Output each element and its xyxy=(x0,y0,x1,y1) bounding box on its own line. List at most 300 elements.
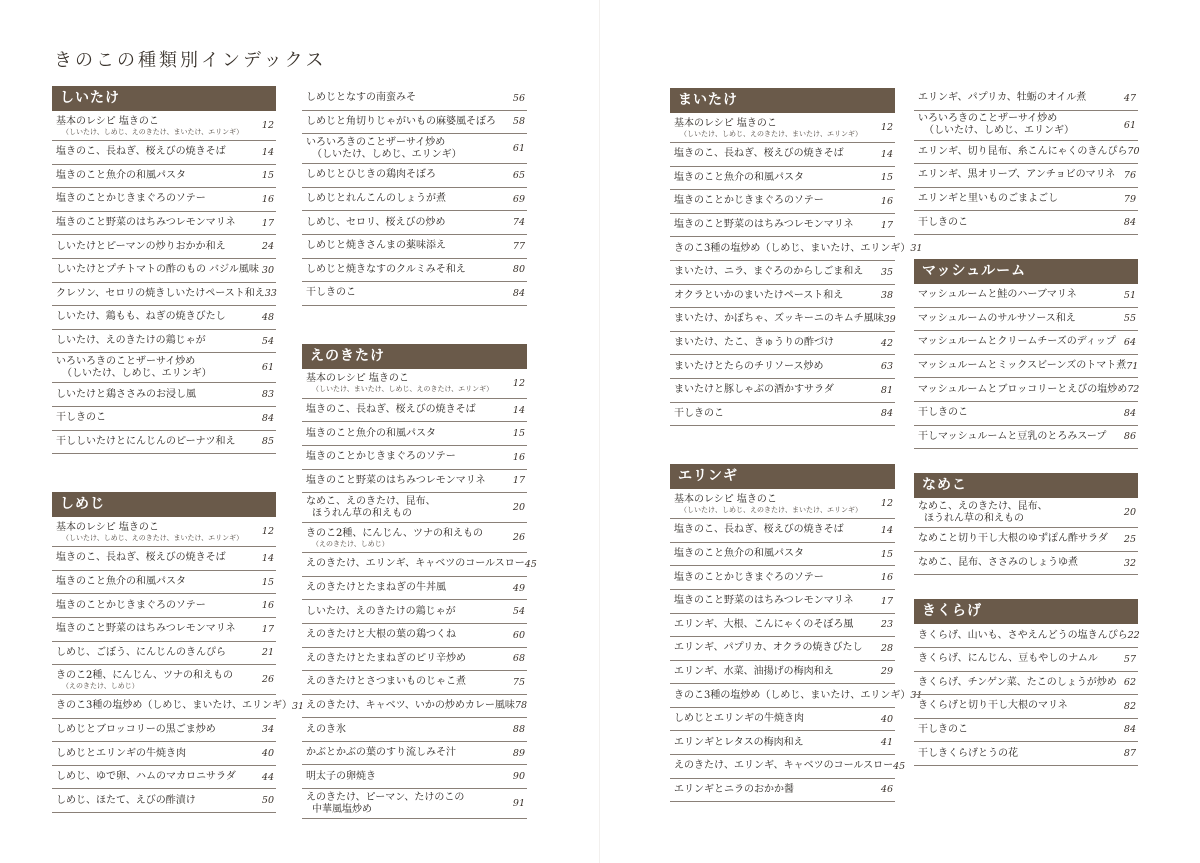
entry-title-text: しめじとひじきの鶏肉そぼろ xyxy=(306,169,436,181)
index-column-4 xyxy=(914,87,1138,766)
index-entry[interactable] xyxy=(670,285,895,309)
entry-title-text: しいたけと鶏ささみのお浸し風 xyxy=(56,388,196,400)
entry-page-number: 84 xyxy=(1123,217,1136,229)
entry-title xyxy=(674,361,871,373)
index-entry[interactable] xyxy=(914,331,1138,355)
entry-title-text: 塩きのこ、長ねぎ、桜えびの焼きそば xyxy=(56,552,226,564)
entry-title xyxy=(56,724,252,736)
entry-title xyxy=(306,193,503,205)
entry-title-text: マッシュルームとクリームチーズのディップ xyxy=(918,336,1116,348)
index-entry[interactable] xyxy=(52,259,276,283)
index-section xyxy=(914,259,1138,449)
index-entry[interactable] xyxy=(52,212,276,236)
entry-title xyxy=(56,335,252,347)
index-entry[interactable] xyxy=(302,111,527,135)
entry-title xyxy=(918,313,1114,325)
entry-title-text: 塩きのこと野菜のはちみつレモンマリネ xyxy=(674,219,854,231)
entry-page-number: 25 xyxy=(1123,533,1136,545)
entry-page-number: 79 xyxy=(1123,193,1136,205)
entry-title xyxy=(674,243,910,255)
index-entry[interactable] xyxy=(302,369,527,399)
entry-title-text: 塩きのこと野菜のはちみつレモンマリネ xyxy=(56,217,236,229)
index-entry[interactable] xyxy=(52,330,276,354)
index-entry[interactable] xyxy=(914,624,1138,648)
index-entry[interactable] xyxy=(670,355,895,379)
entry-title-text: 基本のレシピ 塩きのこ xyxy=(306,373,409,385)
index-entry[interactable] xyxy=(52,141,276,165)
entry-page-number: 82 xyxy=(1123,700,1136,712)
entry-title xyxy=(306,558,525,570)
entry-title xyxy=(56,576,252,588)
index-entry[interactable] xyxy=(302,695,527,719)
entry-title-text: 塩きのこ、長ねぎ、桜えびの焼きそば xyxy=(56,146,226,158)
index-entry[interactable] xyxy=(670,308,895,332)
entry-page-number: 12 xyxy=(261,526,274,538)
index-entry[interactable] xyxy=(670,332,895,356)
index-section xyxy=(670,464,923,802)
index-entry[interactable] xyxy=(670,403,895,427)
entry-title xyxy=(56,522,252,542)
entry-title xyxy=(306,771,503,783)
index-entry[interactable] xyxy=(914,284,1138,308)
entry-page-number: 42 xyxy=(880,337,893,349)
entry-page-number: 12 xyxy=(880,122,893,133)
index-entry[interactable] xyxy=(670,190,895,214)
index-entry[interactable] xyxy=(914,498,1138,528)
entry-title xyxy=(674,290,871,302)
index-entry[interactable] xyxy=(302,553,537,577)
entry-page-number: 15 xyxy=(261,576,274,588)
index-entry[interactable] xyxy=(52,407,276,431)
index-entry[interactable] xyxy=(52,165,276,189)
entry-title xyxy=(918,630,1128,642)
entry-title xyxy=(918,113,1114,137)
entry-title xyxy=(674,148,871,160)
entry-title-text: 干しマッシュルームと豆乳のとろみスープ xyxy=(918,430,1107,442)
index-entry[interactable] xyxy=(914,164,1138,188)
index-entry[interactable] xyxy=(670,519,895,543)
entry-page-number: 15 xyxy=(880,548,893,560)
entry-title xyxy=(306,653,503,665)
entry-title-text: クレソン、セロリの焼きしいたけペースト和え xyxy=(56,287,265,299)
index-entry[interactable] xyxy=(670,731,895,755)
index-entry[interactable] xyxy=(52,306,276,330)
index-section xyxy=(52,86,276,454)
index-entry[interactable] xyxy=(302,134,527,164)
entry-title xyxy=(56,193,252,205)
entry-title xyxy=(674,172,871,184)
entry-title xyxy=(306,240,503,252)
entry-title-text: 塩きのこ、長ねぎ、桜えびの焼きそば xyxy=(306,404,476,416)
entry-title xyxy=(306,169,503,181)
entry-title-text: 塩きのこ、長ねぎ、桜えびの焼きそば xyxy=(674,148,844,160)
entry-title-text: エリンギとレタスの梅肉和え xyxy=(674,736,804,748)
entry-title-text: 塩きのこと魚介の和風パスタ xyxy=(56,576,186,588)
entry-title-text: えのきたけ、キャベツ、いかの炒めカレー風味 xyxy=(306,699,515,711)
index-entry[interactable] xyxy=(302,446,527,470)
entry-title xyxy=(674,266,871,278)
index-entry[interactable] xyxy=(670,113,895,143)
index-section xyxy=(914,473,1138,575)
entry-page-number: 81 xyxy=(880,384,893,396)
entry-title xyxy=(56,146,252,158)
entry-page-number: 40 xyxy=(261,748,274,760)
entry-title-text: しめじ、セロリ、桜えびの炒め xyxy=(306,216,446,228)
entry-title-line2: （しいたけ、しめじ、エリンギ） xyxy=(924,125,1074,137)
entry-title-text: しめじと焼きなすのクルミみそ和え xyxy=(306,263,466,275)
entry-title xyxy=(918,384,1127,396)
entry-page-number: 23 xyxy=(880,619,893,631)
index-entry[interactable] xyxy=(302,188,527,212)
entry-title xyxy=(306,92,503,104)
entry-title xyxy=(56,647,252,659)
entry-title xyxy=(306,496,503,520)
entry-page-number: 71 xyxy=(1126,360,1139,372)
index-section xyxy=(302,87,527,306)
entry-title xyxy=(306,264,503,276)
entry-title-text: 塩きのことかじきまぐろのソテー xyxy=(306,451,456,463)
entry-title-text: 塩きのこと魚介の和風パスタ xyxy=(306,427,436,439)
index-entry[interactable] xyxy=(52,111,276,141)
section-heading: なめこ xyxy=(914,473,1138,498)
entry-page-number: 21 xyxy=(261,647,274,659)
index-entry[interactable] xyxy=(914,402,1138,426)
index-entry[interactable] xyxy=(914,426,1138,450)
entry-page-number: 30 xyxy=(261,264,274,276)
entry-title-text: しめじとエリンギの牛焼き肉 xyxy=(56,747,186,759)
index-entry[interactable] xyxy=(302,259,527,283)
entry-title-text: 干しきのこ xyxy=(674,407,724,419)
index-entry[interactable] xyxy=(670,779,895,803)
entry-page-number: 17 xyxy=(880,219,893,231)
index-entry[interactable] xyxy=(914,528,1138,552)
index-entry[interactable] xyxy=(52,695,305,719)
entry-title xyxy=(674,713,871,725)
entry-title xyxy=(306,116,503,128)
entry-page-number: 51 xyxy=(1123,289,1136,301)
index-entry[interactable] xyxy=(914,355,1138,379)
entry-title xyxy=(674,337,871,349)
entry-title-text: えのきたけ、ピーマン、たけのこの xyxy=(306,791,465,803)
entry-page-number: 74 xyxy=(512,217,525,229)
index-entry[interactable] xyxy=(302,211,527,235)
entry-title xyxy=(918,748,1114,760)
entry-title xyxy=(56,600,252,612)
entry-title-text: まいたけと豚しゃぶの酒かすサラダ xyxy=(674,384,834,396)
index-entry[interactable] xyxy=(52,594,276,618)
entry-title xyxy=(918,677,1117,689)
entry-title-text: えのきたけと大根の葉の鶏つくね xyxy=(306,629,456,641)
entry-title-text: エリンギ、切り昆布、糸こんにゃくのきんぴら xyxy=(918,145,1128,157)
entry-title-text: オクラといかのまいたけペースト和え xyxy=(674,289,844,301)
index-entry[interactable] xyxy=(52,283,276,307)
index-entry[interactable] xyxy=(52,188,276,212)
index-entry[interactable] xyxy=(670,167,895,191)
index-entry[interactable] xyxy=(914,695,1138,719)
index-entry[interactable] xyxy=(670,543,895,567)
entry-title-text: なめこ、えのきたけ、昆布、 xyxy=(918,500,1048,512)
entry-page-number: 16 xyxy=(880,572,893,584)
index-entry[interactable] xyxy=(302,765,527,789)
entry-page-number: 57 xyxy=(1123,653,1136,665)
index-section xyxy=(52,492,305,813)
index-entry[interactable] xyxy=(914,552,1138,576)
entry-title-text: 塩きのこと魚介の和風パスタ xyxy=(674,548,804,560)
index-entry[interactable] xyxy=(670,637,895,661)
entry-page-number: 83 xyxy=(261,389,274,401)
entry-title-text: なめこ、昆布、ささみのしょうゆ煮 xyxy=(918,557,1078,569)
entry-page-number: 62 xyxy=(1123,677,1136,689)
entry-title-text: 塩きのこと魚介の和風パスタ xyxy=(56,169,186,181)
entry-title xyxy=(306,606,503,618)
entry-title xyxy=(918,724,1114,736)
index-entry[interactable] xyxy=(914,719,1138,743)
entry-page-number: 76 xyxy=(1123,169,1136,181)
entry-title xyxy=(56,288,265,300)
entry-title xyxy=(306,724,503,736)
entry-title-text: 塩きのことかじきまぐろのソテー xyxy=(56,599,206,611)
index-entry[interactable] xyxy=(52,742,276,766)
entry-page-number: 65 xyxy=(512,169,525,181)
entry-title xyxy=(674,642,871,654)
entry-title-text: えのき氷 xyxy=(306,723,346,735)
entry-title xyxy=(56,700,292,712)
index-entry[interactable] xyxy=(914,742,1138,766)
entry-subtitle: （しいたけ、まいたけ、しめじ、えのきたけ、エリンギ） xyxy=(312,385,494,394)
entry-page-number: 56 xyxy=(512,92,525,104)
entry-page-number: 12 xyxy=(512,377,525,389)
index-entry[interactable] xyxy=(302,235,527,259)
index-entry[interactable] xyxy=(52,618,276,642)
entry-title xyxy=(56,436,252,448)
index-entry[interactable] xyxy=(302,600,527,624)
entry-title xyxy=(306,700,515,712)
entry-title xyxy=(918,217,1114,229)
index-entry[interactable] xyxy=(52,789,276,813)
entry-title-text: 干しきのこ xyxy=(918,216,968,228)
entry-page-number: 39 xyxy=(883,313,896,325)
entry-page-number: 17 xyxy=(512,475,525,487)
entry-title xyxy=(918,360,1126,372)
index-entry[interactable] xyxy=(914,188,1138,212)
index-entry[interactable] xyxy=(670,684,923,708)
page-gutter xyxy=(599,0,600,863)
entry-page-number: 84 xyxy=(261,412,274,424)
entry-page-number: 46 xyxy=(880,784,893,796)
entry-title xyxy=(56,311,252,323)
entry-title xyxy=(674,666,871,678)
index-entry[interactable] xyxy=(302,87,527,111)
entry-title xyxy=(674,195,871,207)
entry-title xyxy=(56,217,252,229)
index-entry[interactable] xyxy=(670,214,895,238)
index-entry[interactable] xyxy=(670,614,895,638)
entry-page-number: 14 xyxy=(880,524,893,536)
index-entry[interactable] xyxy=(914,378,1138,402)
index-entry[interactable] xyxy=(302,282,527,306)
index-entry[interactable] xyxy=(52,571,276,595)
entry-title-text: 塩きのこと魚介の和風パスタ xyxy=(674,171,804,183)
entry-page-number: 17 xyxy=(261,623,274,635)
entry-title xyxy=(674,408,871,420)
entry-page-number: 20 xyxy=(1123,507,1136,519)
entry-page-number: 41 xyxy=(880,737,893,749)
index-entry[interactable] xyxy=(670,379,895,403)
entry-title xyxy=(56,795,252,807)
index-entry[interactable] xyxy=(670,143,895,167)
entry-title-text: 塩きのことかじきまぐろのソテー xyxy=(674,571,824,583)
entry-title-text: かぶとかぶの葉のすり流しみそ汁 xyxy=(306,747,456,759)
index-entry[interactable] xyxy=(302,399,527,423)
index-entry[interactable] xyxy=(52,353,276,383)
index-entry[interactable] xyxy=(670,237,923,261)
index-entry[interactable] xyxy=(52,719,276,743)
entry-title xyxy=(306,451,503,463)
index-entry[interactable] xyxy=(914,672,1138,696)
entry-page-number: 20 xyxy=(512,502,525,514)
entry-page-number: 35 xyxy=(880,266,893,278)
index-entry[interactable] xyxy=(670,708,895,732)
index-entry[interactable] xyxy=(670,661,895,685)
entry-title-text: 塩きのこと野菜のはちみつレモンマリネ xyxy=(306,474,486,486)
index-entry[interactable] xyxy=(914,141,1138,165)
index-entry[interactable] xyxy=(52,383,276,407)
entry-page-number: 77 xyxy=(512,240,525,252)
entry-subtitle: （えのきたけ、しめじ） xyxy=(62,681,139,690)
entry-title-text: しめじとなすの南蛮みそ xyxy=(306,92,416,104)
entry-title-text: 塩きのこと野菜のはちみつレモンマリネ xyxy=(674,595,854,607)
section-heading: マッシュルーム xyxy=(914,259,1138,284)
entry-title xyxy=(674,384,871,396)
section-heading: きくらげ xyxy=(914,599,1138,624)
index-entry[interactable] xyxy=(52,431,276,455)
entry-title-text: しいたけ、えのきたけの鶏じゃが xyxy=(56,335,206,347)
entry-title-text: 基本のレシピ 塩きのこ xyxy=(674,493,777,505)
entry-title-text: まいたけ、ニラ、まぐろのからしごま和え xyxy=(674,266,864,278)
index-entry[interactable] xyxy=(302,671,527,695)
entry-page-number: 89 xyxy=(512,747,525,759)
entry-page-number: 38 xyxy=(880,290,893,302)
entry-title xyxy=(56,241,252,253)
index-entry[interactable] xyxy=(302,493,527,523)
entry-title xyxy=(306,287,503,299)
entry-title-text: しめじとれんこんのしょうが煮 xyxy=(306,193,446,205)
index-entry[interactable] xyxy=(302,648,527,672)
entry-title-text: きのこ3種の塩炒め（しめじ、まいたけ、エリンギ） xyxy=(674,689,911,701)
entry-title-line2: ほうれん草の和えもの xyxy=(924,512,1024,524)
entry-page-number: 16 xyxy=(512,451,525,463)
index-entry[interactable] xyxy=(52,766,276,790)
index-entry[interactable] xyxy=(302,470,527,494)
index-column-3 xyxy=(670,88,923,802)
index-entry[interactable] xyxy=(52,547,276,571)
index-entry[interactable] xyxy=(914,648,1138,672)
index-entry[interactable] xyxy=(670,755,906,779)
page-title: きのこの種類別インデックス xyxy=(54,50,327,71)
entry-title xyxy=(56,623,252,635)
entry-page-number: 15 xyxy=(261,170,274,182)
entry-title-text: まいたけ、たこ、きゅうりの酢づけ xyxy=(674,337,834,349)
index-entry[interactable] xyxy=(302,624,527,648)
index-entry[interactable] xyxy=(52,665,276,695)
index-entry[interactable] xyxy=(914,87,1138,111)
entry-title xyxy=(674,118,871,138)
entry-page-number: 34 xyxy=(261,724,274,736)
entry-page-number: 60 xyxy=(512,629,525,641)
entry-title xyxy=(56,771,252,783)
index-entry[interactable] xyxy=(52,517,276,547)
section-heading: しいたけ xyxy=(52,86,276,111)
index-entry[interactable] xyxy=(302,523,527,553)
entry-title xyxy=(674,760,893,772)
section-heading: エリンギ xyxy=(670,464,895,489)
entry-title-text: 基本のレシピ 塩きのこ xyxy=(56,115,159,127)
entry-page-number: 45 xyxy=(524,558,537,570)
entry-title xyxy=(918,533,1114,545)
entry-page-number: 84 xyxy=(1123,407,1136,419)
index-entry[interactable] xyxy=(914,211,1138,235)
entry-page-number: 75 xyxy=(512,676,525,688)
entry-title-text: いろいろきのことザーサイ炒め xyxy=(56,355,196,367)
index-entry[interactable] xyxy=(302,789,527,819)
index-entry[interactable] xyxy=(914,308,1138,332)
entry-title xyxy=(674,313,884,325)
index-entry[interactable] xyxy=(302,718,527,742)
entry-title-text: いろいろきのことザーサイ炒め xyxy=(918,113,1058,125)
entry-title-text: しいたけ、えのきたけの鶏じゃが xyxy=(306,605,456,617)
entry-title-text: 基本のレシピ 塩きのこ xyxy=(56,521,159,533)
entry-page-number: 78 xyxy=(514,700,527,712)
index-entry[interactable] xyxy=(914,111,1138,141)
entry-page-number: 64 xyxy=(1123,336,1136,348)
entry-page-number: 70 xyxy=(1127,146,1140,158)
index-entry[interactable] xyxy=(52,235,276,259)
index-entry[interactable] xyxy=(302,577,527,601)
index-entry[interactable] xyxy=(52,642,276,666)
entry-page-number: 47 xyxy=(1123,92,1136,104)
entry-title-text: 基本のレシピ 塩きのこ xyxy=(674,117,777,129)
entry-title-line2: ほうれん草の和えもの xyxy=(312,507,412,519)
entry-title-text: えのきたけとたまねぎの牛丼風 xyxy=(306,582,446,594)
entry-title xyxy=(918,336,1116,348)
entry-title xyxy=(56,264,259,276)
entry-title-text: きくらげと切り干し大根のマリネ xyxy=(918,700,1068,712)
entry-title-line2: （しいたけ、しめじ、エリンギ） xyxy=(62,367,212,379)
entry-title xyxy=(918,501,1114,525)
section-heading: まいたけ xyxy=(670,88,895,113)
entry-title-text: 干しきのこ xyxy=(306,287,356,299)
entry-page-number: 12 xyxy=(880,498,893,510)
entry-page-number: 54 xyxy=(261,335,274,347)
index-entry[interactable] xyxy=(302,164,527,188)
entry-title-line2: 中華風塩炒め xyxy=(312,803,372,815)
index-entry[interactable] xyxy=(670,489,895,519)
index-entry[interactable] xyxy=(302,742,527,766)
index-section xyxy=(302,344,537,819)
index-entry[interactable] xyxy=(302,422,527,446)
index-entry[interactable] xyxy=(670,590,895,614)
entry-title xyxy=(918,169,1115,181)
entry-page-number: 16 xyxy=(261,600,274,612)
index-entry[interactable] xyxy=(670,261,895,285)
index-entry[interactable] xyxy=(670,566,895,590)
entry-page-number: 26 xyxy=(512,532,525,544)
entry-page-number: 17 xyxy=(261,217,274,229)
entry-title xyxy=(674,524,871,536)
entry-title xyxy=(56,552,252,564)
entry-page-number: 91 xyxy=(512,798,525,810)
entry-title xyxy=(674,595,871,607)
